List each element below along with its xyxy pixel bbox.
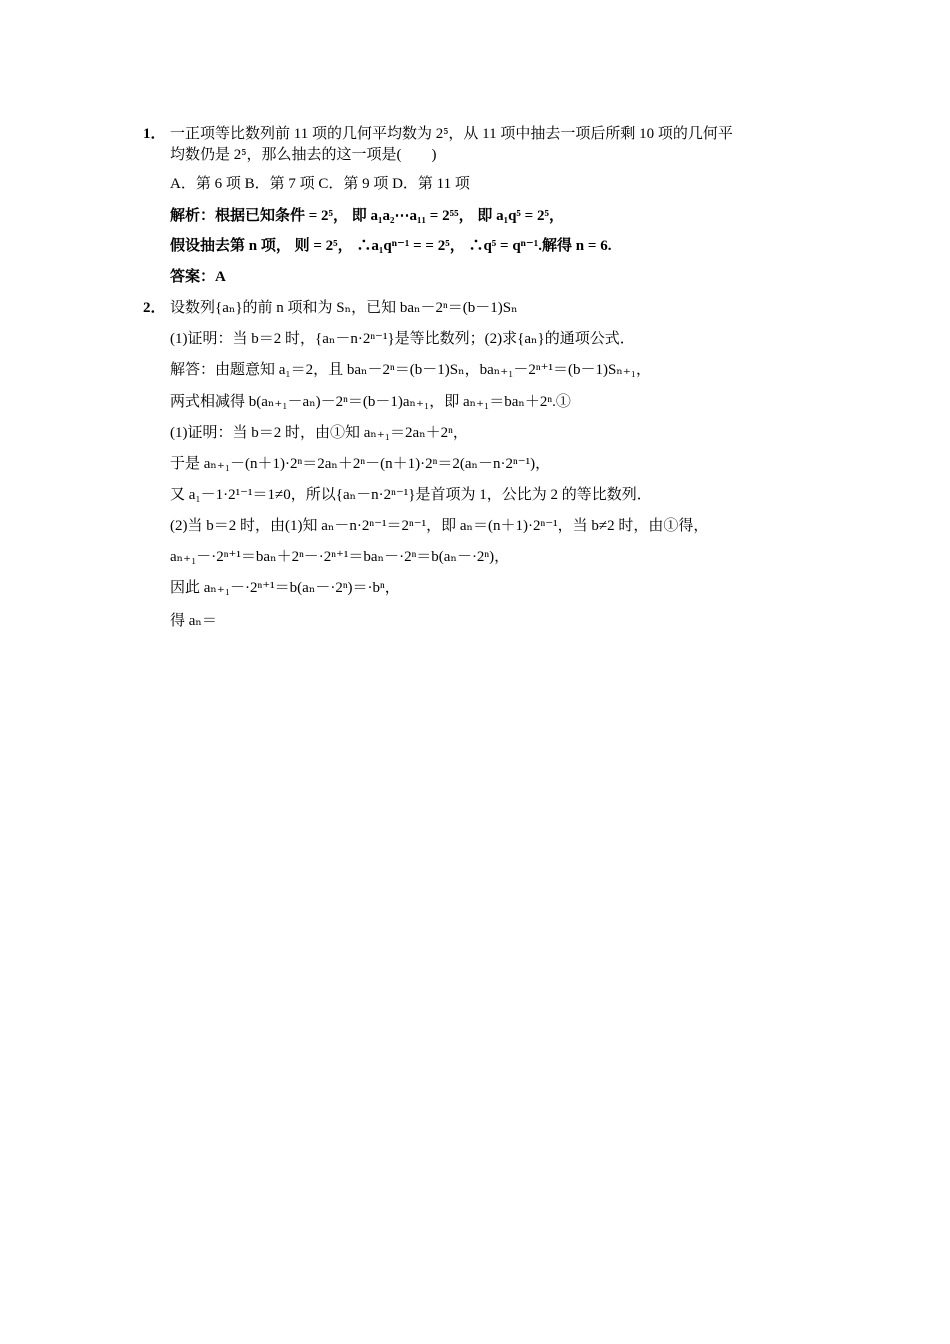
problem-2-stem: 设数列{aₙ}的前 n 项和为 Sₙ，已知 baₙ－2ⁿ＝(b－1)Sₙ [170, 300, 518, 316]
problem-1-stem-line-1: 一正项等比数列前 11 项的几何平均数为 2⁵，从 11 项中抽去一项后所剩 10 项的几何平 [170, 126, 733, 142]
problem-2-solution-line-4: 于是 aₙ₊₁－(n＋1)·2ⁿ＝2aₙ＋2ⁿ－(n＋1)·2ⁿ＝2(aₙ－n·2ⁿ⁻¹)， [170, 456, 551, 472]
problem-2-solution-line-7: aₙ₊₁－·2ⁿ⁺¹＝baₙ＋2ⁿ－·2ⁿ⁺¹＝baₙ－·2ⁿ＝b(aₙ－·2ⁿ)， [170, 549, 510, 565]
problem-2-parts: (1)证明：当 b＝2 时，{aₙ－n·2ⁿ⁻¹}是等比数列；(2)求{aₙ}的通项公式． [170, 331, 635, 347]
problem-2-solution-line-5: 又 a₁－1·2¹⁻¹＝1≠0，所以{aₙ－n·2ⁿ⁻¹}是首项为 1，公比为 2 的等比数列． [170, 487, 652, 503]
problem-2-solution-line-1: 解答：由题意知 a₁＝2，且 baₙ－2ⁿ＝(b－1)Sₙ，baₙ₊₁－2ⁿ⁺¹＝(b－1)Sₙ₊₁， [170, 362, 651, 378]
problem-1-number: 1． [143, 126, 166, 142]
problem-2-solution-line-6: (2)当 b＝2 时，由(1)知 aₙ－n·2ⁿ⁻¹＝2ⁿ⁻¹，即 aₙ＝(n＋1)·2ⁿ⁻¹，当 b≠2 时，由①得， [170, 518, 709, 534]
problem-2-solution-line-3: (1)证明：当 b＝2 时，由①知 aₙ₊₁＝2aₙ＋2ⁿ， [170, 425, 468, 441]
problem-1-analysis-line-2: 假设抽去第 n 项， 则 = 2⁵， ∴a₁qⁿ⁻¹ = = 2⁵， ∴q⁵ = qⁿ⁻¹.解得 n = 6. [170, 238, 612, 254]
problem-1-analysis-line-1: 解析：根据已知条件 = 2⁵， 即 a₁a₂⋯a₁₁ = 2⁵⁵， 即 a₁q⁵ = 2⁵， [170, 208, 564, 224]
problem-2-solution-line-8: 因此 aₙ₊₁－·2ⁿ⁺¹＝b(aₙ－·2ⁿ)＝·bⁿ， [170, 580, 400, 596]
problem-2-number: 2． [143, 300, 166, 316]
problem-2-solution-line-9: 得 aₙ＝ [170, 613, 217, 629]
problem-2-solution-line-2: 两式相减得 b(aₙ₊₁－aₙ)－2ⁿ＝(b－1)aₙ₊₁，即 aₙ₊₁＝baₙ＋2ⁿ.① [170, 394, 571, 410]
problem-1-answer: 答案：A [170, 269, 226, 285]
problem-1-stem-line-2: 均数仍是 2⁵，那么抽去的这一项是( ) [170, 147, 437, 163]
problem-1-options: A．第 6 项 B．第 7 项 C．第 9 项 D．第 11 项 [170, 176, 470, 192]
